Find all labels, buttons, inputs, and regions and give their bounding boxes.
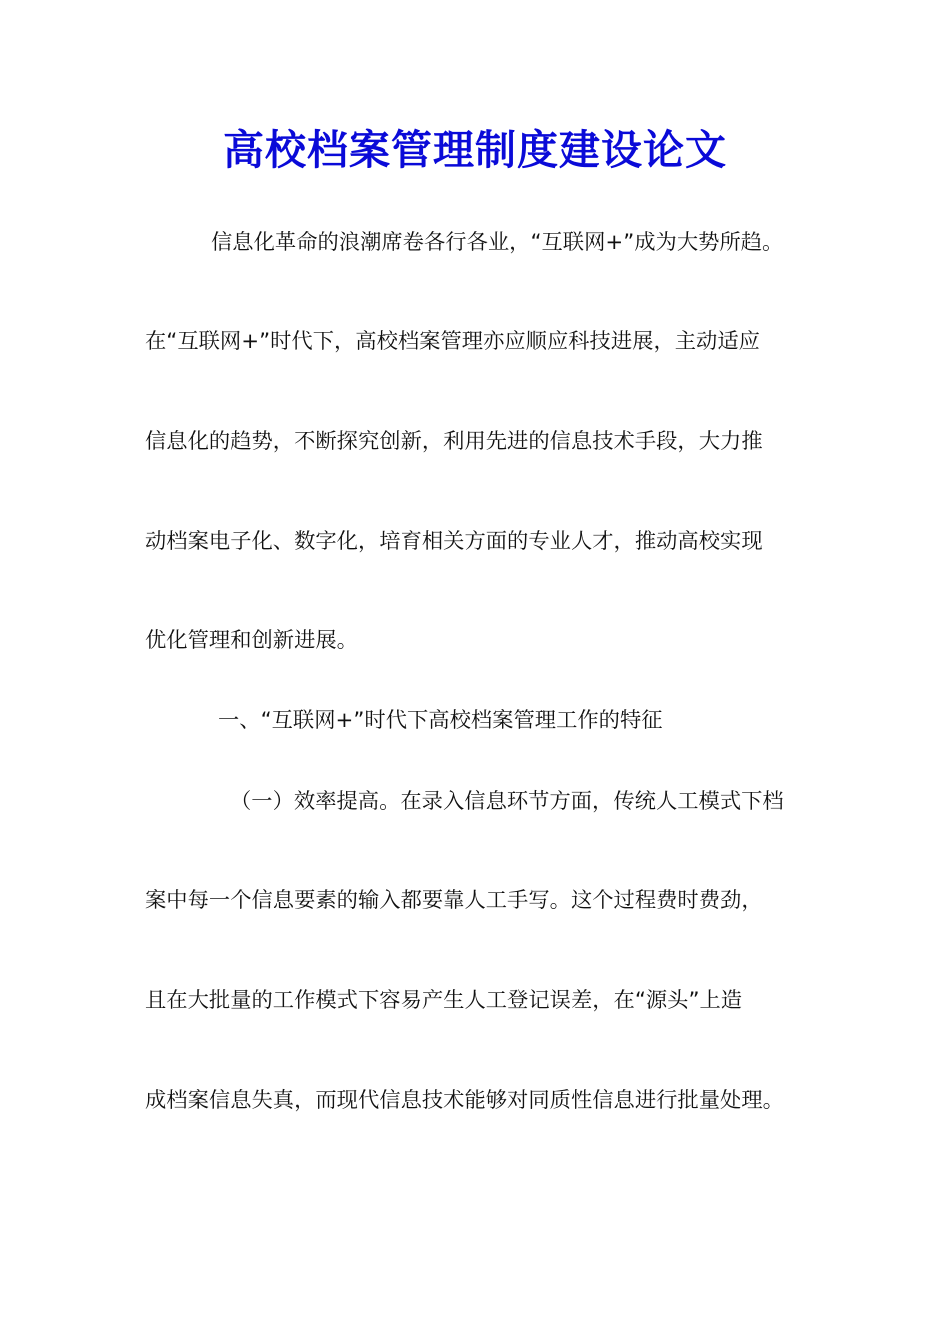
paragraph-line: 信息化的趋势，不断探究创新，利用先进的信息技术手段，大力推 xyxy=(145,429,763,454)
section-heading: 一、“互联网+”时代下高校档案管理工作的特征 xyxy=(218,708,663,733)
paragraph-line: 且在大批量的工作模式下容易产生人工登记误差，在“源头”上造 xyxy=(145,988,743,1013)
paragraph-line: 案中每一个信息要素的输入都要靠人工手写。这个过程费时费劲， xyxy=(145,888,763,913)
paragraph-line: 在“互联网+”时代下，高校档案管理亦应顺应科技进展，主动适应 xyxy=(145,329,760,354)
paragraph-line: （一）效率提高。在录入信息环节方面，传统人工模式下档 xyxy=(230,789,784,814)
document-title: 高校档案管理制度建设论文 xyxy=(223,126,727,174)
paragraph-line: 成档案信息失真，而现代信息技术能够对同质性信息进行批量处理。 xyxy=(145,1088,784,1113)
paragraph-line: 动档案电子化、数字化，培育相关方面的专业人才，推动高校实现 xyxy=(145,529,763,554)
paragraph-line: 优化管理和创新进展。 xyxy=(145,628,358,653)
paragraph-line: 信息化革命的浪潮席卷各行各业，“互联网+”成为大势所趋。 xyxy=(211,230,784,255)
